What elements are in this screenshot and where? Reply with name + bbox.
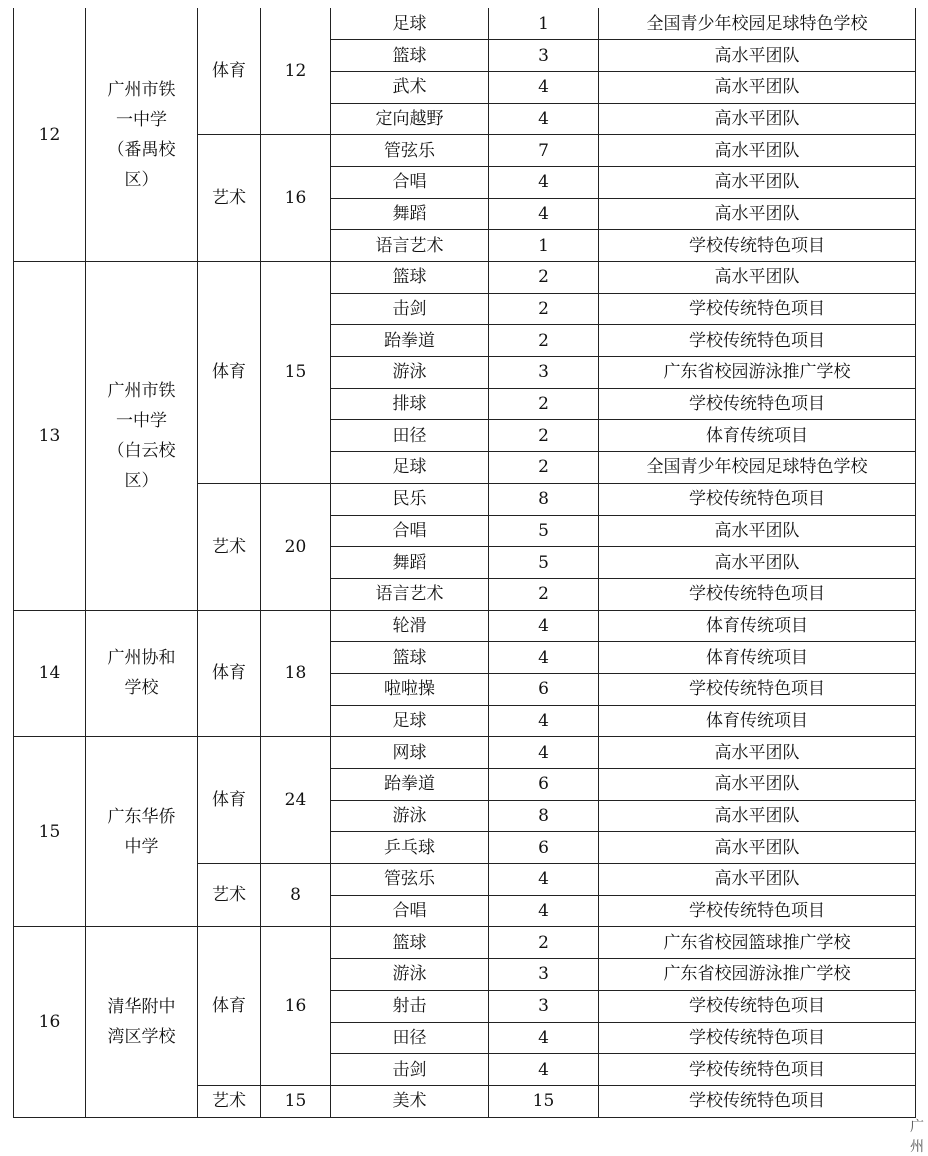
project-cell: 轮滑 [331, 610, 489, 642]
project-cell: 游泳 [331, 800, 489, 832]
project-cell: 跆拳道 [331, 325, 489, 357]
level-cell: 高水平团队 [599, 262, 916, 294]
project-cell: 击剑 [331, 1054, 489, 1086]
level-cell: 高水平团队 [599, 40, 916, 72]
table-row [14, 737, 916, 769]
school-projects-table [13, 8, 916, 1118]
count-cell: 4 [489, 166, 599, 198]
project-cell: 排球 [331, 388, 489, 420]
school-name: 广州市铁一中学（白云校区） [107, 380, 176, 491]
project-cell: 合唱 [331, 895, 489, 927]
level-cell: 广东省校园篮球推广学校 [599, 927, 916, 959]
school-number-cell: 12 [14, 8, 86, 262]
level-cell: 体育传统项目 [599, 420, 916, 452]
school-name-cell [86, 927, 198, 1117]
level-cell: 学校传统特色项目 [599, 483, 916, 515]
category-type-cell: 体育 [198, 737, 261, 864]
watermark: 广州 [910, 1119, 924, 1155]
count-cell: 2 [489, 293, 599, 325]
project-cell: 跆拳道 [331, 769, 489, 801]
level-cell: 高水平团队 [599, 864, 916, 896]
school-name-cell [86, 262, 198, 611]
count-cell: 4 [489, 71, 599, 103]
count-cell: 8 [489, 800, 599, 832]
school-name-cell [86, 737, 198, 927]
project-cell: 击剑 [331, 293, 489, 325]
count-cell: 6 [489, 769, 599, 801]
count-cell: 2 [489, 452, 599, 484]
school-name: 清华附中湾区学校 [107, 997, 176, 1047]
category-type-cell: 体育 [198, 927, 261, 1085]
school-number-cell: 13 [14, 262, 86, 611]
table-row [14, 610, 916, 642]
project-cell: 足球 [331, 705, 489, 737]
level-cell: 广东省校园游泳推广学校 [599, 357, 916, 389]
project-cell: 合唱 [331, 166, 489, 198]
level-cell: 高水平团队 [599, 800, 916, 832]
project-cell: 篮球 [331, 262, 489, 294]
count-cell: 2 [489, 325, 599, 357]
count-cell: 4 [489, 895, 599, 927]
level-cell: 学校传统特色项目 [599, 895, 916, 927]
school-number-cell: 14 [14, 610, 86, 737]
project-cell: 游泳 [331, 357, 489, 389]
count-cell: 4 [489, 642, 599, 674]
project-cell: 乒乓球 [331, 832, 489, 864]
level-cell: 高水平团队 [599, 737, 916, 769]
category-total-cell: 24 [261, 737, 331, 864]
project-cell: 足球 [331, 452, 489, 484]
school-name-cell [86, 8, 198, 262]
category-total-cell: 16 [261, 135, 331, 262]
project-cell: 游泳 [331, 959, 489, 991]
level-cell: 全国青少年校园足球特色学校 [599, 8, 916, 40]
count-cell: 4 [489, 1054, 599, 1086]
project-cell: 语言艺术 [331, 578, 489, 610]
table-row [14, 8, 916, 40]
project-cell: 美术 [331, 1085, 489, 1117]
level-cell: 学校传统特色项目 [599, 230, 916, 262]
project-cell: 舞蹈 [331, 547, 489, 579]
project-cell: 合唱 [331, 515, 489, 547]
level-cell: 高水平团队 [599, 769, 916, 801]
count-cell: 6 [489, 673, 599, 705]
project-cell: 篮球 [331, 642, 489, 674]
level-cell: 学校传统特色项目 [599, 325, 916, 357]
category-type-cell: 艺术 [198, 135, 261, 262]
project-cell: 田径 [331, 1022, 489, 1054]
table-body [14, 8, 916, 1117]
table-row [14, 927, 916, 959]
count-cell: 1 [489, 8, 599, 40]
project-cell: 田径 [331, 420, 489, 452]
category-type-cell: 体育 [198, 8, 261, 135]
level-cell: 学校传统特色项目 [599, 1022, 916, 1054]
count-cell: 15 [489, 1085, 599, 1117]
school-name-cell [86, 610, 198, 737]
count-cell: 3 [489, 357, 599, 389]
project-cell: 民乐 [331, 483, 489, 515]
count-cell: 3 [489, 40, 599, 72]
level-cell: 学校传统特色项目 [599, 1085, 916, 1117]
category-type-cell: 体育 [198, 610, 261, 737]
category-total-cell: 18 [261, 610, 331, 737]
category-total-cell: 12 [261, 8, 331, 135]
count-cell: 2 [489, 927, 599, 959]
category-total-cell: 8 [261, 864, 331, 927]
count-cell: 5 [489, 515, 599, 547]
count-cell: 1 [489, 230, 599, 262]
level-cell: 广东省校园游泳推广学校 [599, 959, 916, 991]
count-cell: 2 [489, 388, 599, 420]
level-cell: 高水平团队 [599, 166, 916, 198]
table-row [14, 262, 916, 294]
level-cell: 体育传统项目 [599, 642, 916, 674]
level-cell: 高水平团队 [599, 135, 916, 167]
project-cell: 定向越野 [331, 103, 489, 135]
level-cell: 高水平团队 [599, 71, 916, 103]
count-cell: 2 [489, 262, 599, 294]
count-cell: 4 [489, 737, 599, 769]
project-cell: 篮球 [331, 40, 489, 72]
level-cell: 学校传统特色项目 [599, 578, 916, 610]
category-total-cell: 16 [261, 927, 331, 1085]
category-type-cell: 体育 [198, 262, 261, 484]
school-name: 广州协和学校 [107, 648, 176, 699]
count-cell: 7 [489, 135, 599, 167]
count-cell: 3 [489, 959, 599, 991]
category-total-cell: 20 [261, 483, 331, 610]
level-cell: 学校传统特色项目 [599, 990, 916, 1022]
project-cell: 篮球 [331, 927, 489, 959]
project-cell: 网球 [331, 737, 489, 769]
project-cell: 啦啦操 [331, 673, 489, 705]
count-cell: 4 [489, 705, 599, 737]
count-cell: 4 [489, 1022, 599, 1054]
category-type-cell: 艺术 [198, 1085, 261, 1117]
level-cell: 学校传统特色项目 [599, 673, 916, 705]
school-name: 广州市铁一中学（番禺校区） [107, 79, 176, 190]
count-cell: 3 [489, 990, 599, 1022]
level-cell: 全国青少年校园足球特色学校 [599, 452, 916, 484]
category-type-cell: 艺术 [198, 483, 261, 610]
school-number-cell: 15 [14, 737, 86, 927]
count-cell: 4 [489, 103, 599, 135]
level-cell: 学校传统特色项目 [599, 388, 916, 420]
level-cell: 体育传统项目 [599, 705, 916, 737]
school-name: 广东华侨中学 [107, 806, 176, 857]
project-cell: 语言艺术 [331, 230, 489, 262]
count-cell: 8 [489, 483, 599, 515]
level-cell: 高水平团队 [599, 515, 916, 547]
project-cell: 管弦乐 [331, 864, 489, 896]
count-cell: 4 [489, 864, 599, 896]
count-cell: 6 [489, 832, 599, 864]
count-cell: 5 [489, 547, 599, 579]
level-cell: 学校传统特色项目 [599, 293, 916, 325]
project-cell: 管弦乐 [331, 135, 489, 167]
count-cell: 4 [489, 198, 599, 230]
level-cell: 学校传统特色项目 [599, 1054, 916, 1086]
project-cell: 足球 [331, 8, 489, 40]
level-cell: 高水平团队 [599, 103, 916, 135]
count-cell: 4 [489, 610, 599, 642]
project-cell: 舞蹈 [331, 198, 489, 230]
level-cell: 体育传统项目 [599, 610, 916, 642]
project-cell: 武术 [331, 71, 489, 103]
count-cell: 2 [489, 578, 599, 610]
count-cell: 2 [489, 420, 599, 452]
project-cell: 射击 [331, 990, 489, 1022]
level-cell: 高水平团队 [599, 198, 916, 230]
category-type-cell: 艺术 [198, 864, 261, 927]
school-number-cell: 16 [14, 927, 86, 1117]
category-total-cell: 15 [261, 262, 331, 484]
level-cell: 高水平团队 [599, 832, 916, 864]
level-cell: 高水平团队 [599, 547, 916, 579]
category-total-cell: 15 [261, 1085, 331, 1117]
